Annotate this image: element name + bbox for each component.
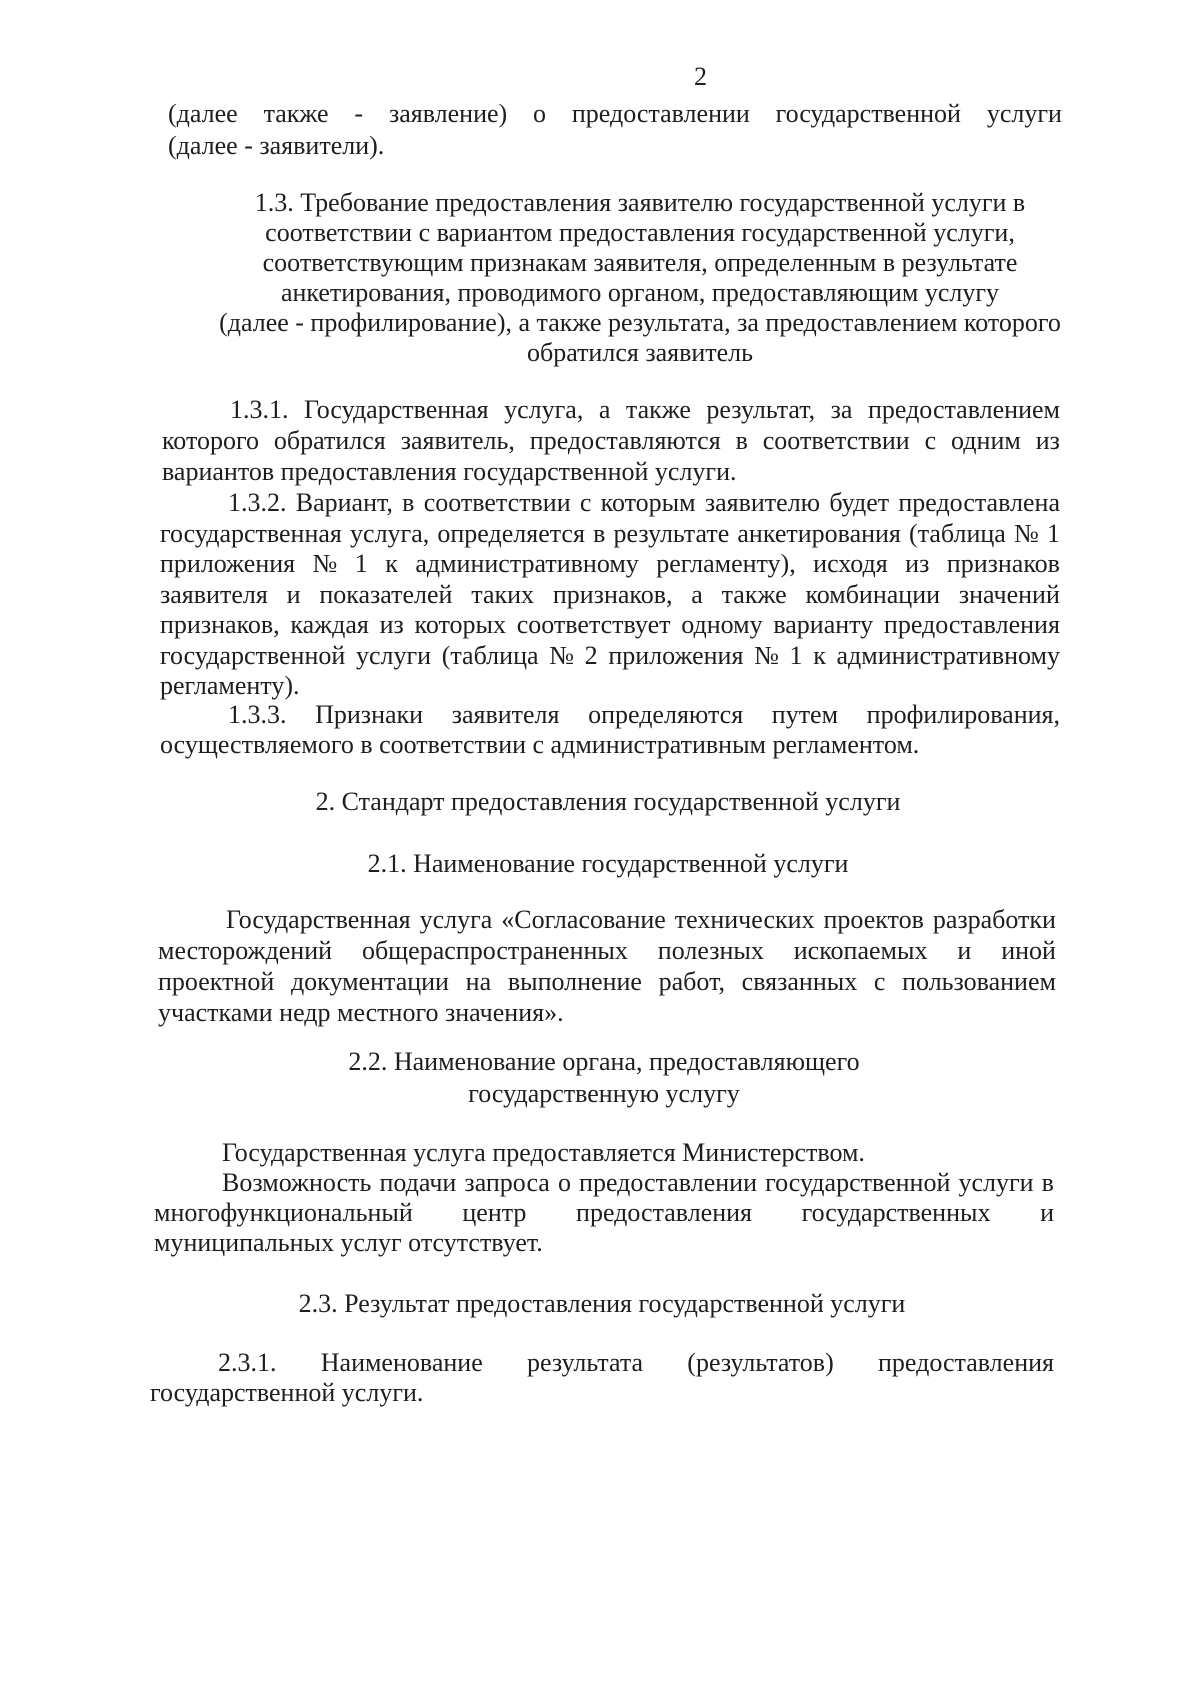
text-line: (далее также - заявление) о предоставлении государственной услуги: [168, 99, 1062, 128]
paragraph-1-3-3: [160, 700, 1060, 760]
text-line: приложения № 1 к административному регламенту), исходя из признаков: [160, 549, 1060, 578]
paragraph-2-1: [158, 904, 1056, 1028]
section-2-2-heading: [104, 1046, 1104, 1110]
heading-line: (далее - профилирование), а также результата, за предоставлением которого: [219, 308, 1061, 337]
text-line: месторождений общераспространенных полезных ископаемых и иной: [158, 936, 1056, 965]
text-line: (далее - заявители).: [168, 131, 385, 160]
text-line: 1.3.1. Государственная услуга, а также результат, за предоставлением: [230, 395, 1060, 424]
text-line: которого обратился заявитель, предоставляются в соответствии с одним из: [162, 426, 1060, 455]
section-2-1-heading: [108, 848, 1108, 880]
heading-line: государственную услугу: [468, 1079, 740, 1108]
text-line: государственная услуга, определяется в результате анкетирования (таблица № 1: [160, 518, 1060, 548]
section-1-3-heading: [140, 188, 1140, 368]
text-line: Государственная услуга «Согласование технических проектов разработки: [226, 905, 1056, 934]
text-line: многофункциональный центр предоставления государственных и: [154, 1198, 1054, 1227]
text-line: регламенту).: [160, 671, 300, 700]
heading-line: 2. Стандарт предоставления государственной услуги: [315, 787, 901, 816]
text-line: муниципальных услуг отсутствует.: [154, 1228, 543, 1257]
text-line: проектной документации на выполнение работ, связанных с пользованием: [158, 967, 1056, 996]
heading-line: соответствии с вариантом предоставления государственной услуги,: [265, 218, 1015, 247]
text-line: вариантов предоставления государственной услуги.: [162, 457, 737, 486]
intro-paragraph: [168, 98, 1062, 162]
text-line: осуществляемого в соответствии с административным регламентом.: [160, 730, 920, 759]
text-line: государственной услуги.: [150, 1378, 424, 1407]
text-line: 1.3.2. Вариант, в соответствии с которым заявителю будет предоставлена: [228, 488, 1060, 517]
page-number: 2: [694, 62, 707, 91]
section-2-heading: [108, 786, 1108, 818]
text-line: Возможность подачи запроса о предоставлении государственной услуги в: [222, 1168, 1054, 1197]
heading-line: 2.1. Наименование государственной услуги: [367, 849, 849, 878]
heading-line: 2.2. Наименование органа, предоставляющего: [348, 1047, 860, 1076]
text-line: государственной услуги (таблица № 2 приложения № 1 к административному: [160, 640, 1060, 670]
paragraph-2-2: [154, 1138, 1054, 1258]
heading-line: обратился заявитель: [526, 338, 754, 367]
text-line: участками недр местного значения».: [158, 998, 564, 1027]
text-line: 1.3.3. Признаки заявителя определяются путем профилирования,: [228, 700, 1060, 729]
text-line: заявителя и показателей таких признаков, а также комбинации значений: [160, 579, 1060, 609]
text-line: признаков, каждая из которых соответствует одному варианту предоставления: [160, 610, 1060, 639]
paragraph-1-3-1: [162, 394, 1060, 487]
section-2-3-heading: [102, 1288, 1102, 1320]
paragraph-2-3-1: [150, 1348, 1054, 1408]
heading-line: соответствующим признакам заявителя, определенным в результате: [262, 248, 1018, 277]
text-line: Государственная услуга предоставляется Министерством.: [222, 1138, 865, 1167]
paragraph-1-3-2: [160, 488, 1060, 702]
heading-line: 2.3. Результат предоставления государственной услуги: [298, 1289, 906, 1318]
heading-line: 1.3. Требование предоставления заявителю государственной услуги в: [254, 188, 1026, 217]
text-line: 2.3.1. Наименование результата (результатов) предоставления: [218, 1348, 1054, 1377]
heading-line: анкетирования, проводимого органом, предоставляющим услугу: [280, 278, 1000, 307]
